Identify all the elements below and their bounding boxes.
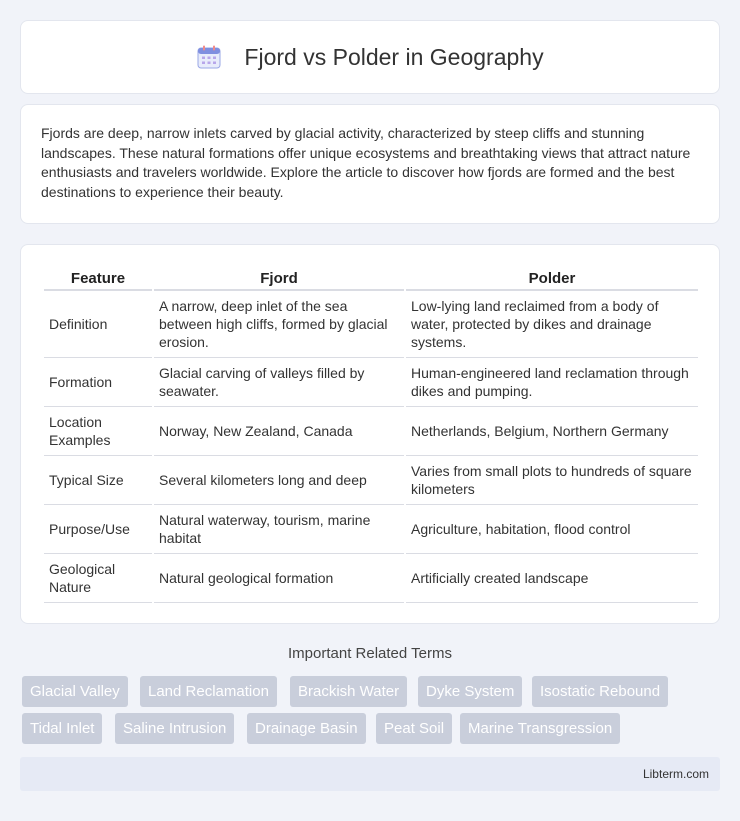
table-cell-feature: Purpose/Use: [44, 505, 152, 554]
table-cell-feature: Formation: [44, 358, 152, 407]
table-cell-feature: Location Examples: [44, 407, 152, 456]
column-header-feature: Feature: [44, 265, 152, 291]
table-row: [44, 456, 698, 505]
table-cell-polder: Low-lying land reclaimed from a body of water, protected by dikes and drainage systems.: [406, 291, 698, 358]
table-cell-feature: Geological Nature: [44, 554, 152, 603]
table-cell-polder: Artificially created landscape: [406, 554, 698, 603]
intro-text: Fjords are deep, narrow inlets carved by glacial activity, characterized by steep cliffs and stunning landscapes. These natural formations offer unique ecosystems and breathtaking views that attract nature enthusiasts and travelers worldwide. Explore the article to discover how fjords are formed and the best destinations to experience their beauty.: [41, 125, 691, 200]
table-cell-fjord: Norway, New Zealand, Canada: [154, 407, 404, 456]
table-row: [44, 291, 698, 358]
page-title: Fjord vs Polder in Geography: [244, 43, 544, 70]
tag-marine-transgression[interactable]: Marine Transgression: [460, 713, 620, 744]
table-cell-feature: Typical Size: [44, 456, 152, 505]
table-row: [44, 407, 698, 456]
intro-card: [20, 104, 720, 224]
related-terms-title: Important Related Terms: [288, 645, 452, 662]
comparison-table-card: [20, 244, 720, 624]
tag-drainage-basin[interactable]: Drainage Basin: [247, 713, 366, 744]
calendar-icon: [196, 44, 222, 70]
column-header-fjord: Fjord: [154, 265, 404, 291]
table-cell-fjord: Natural waterway, tourism, marine habitat: [154, 505, 404, 554]
table-header-row: [44, 265, 698, 291]
tag-glacial-valley[interactable]: Glacial Valley: [22, 676, 128, 707]
header-card: [20, 20, 720, 94]
table-row: [44, 505, 698, 554]
table-cell-polder: Human-engineered land reclamation through dikes and pumping.: [406, 358, 698, 407]
footer-site-link[interactable]: Libterm.com: [642, 767, 709, 781]
column-header-polder: Polder: [406, 265, 698, 291]
tag-brackish-water[interactable]: Brackish Water: [290, 676, 407, 707]
table-cell-fjord: Several kilometers long and deep: [154, 456, 404, 505]
table-cell-feature: Definition: [44, 291, 152, 358]
tag-dyke-system[interactable]: Dyke System: [418, 676, 522, 707]
table-cell-fjord: A narrow, deep inlet of the sea between high cliffs, formed by glacial erosion.: [154, 291, 404, 358]
table-cell-fjord: Glacial carving of valleys filled by seawater.: [154, 358, 404, 407]
tag-isostatic-rebound[interactable]: Isostatic Rebound: [532, 676, 668, 707]
tag-peat-soil[interactable]: Peat Soil: [376, 713, 452, 744]
table-row: [44, 358, 698, 407]
tag-saline-intrusion[interactable]: Saline Intrusion: [115, 713, 234, 744]
table-row: [44, 554, 698, 603]
table-cell-polder: Varies from small plots to hundreds of square kilometers: [406, 456, 698, 505]
table-cell-polder: Netherlands, Belgium, Northern Germany: [406, 407, 698, 456]
table-cell-fjord: Natural geological formation: [154, 554, 404, 603]
footer: [20, 757, 720, 791]
tag-land-reclamation[interactable]: Land Reclamation: [140, 676, 277, 707]
table-cell-polder: Agriculture, habitation, flood control: [406, 505, 698, 554]
comparison-table: [42, 265, 700, 603]
tag-tidal-inlet[interactable]: Tidal Inlet: [22, 713, 102, 744]
